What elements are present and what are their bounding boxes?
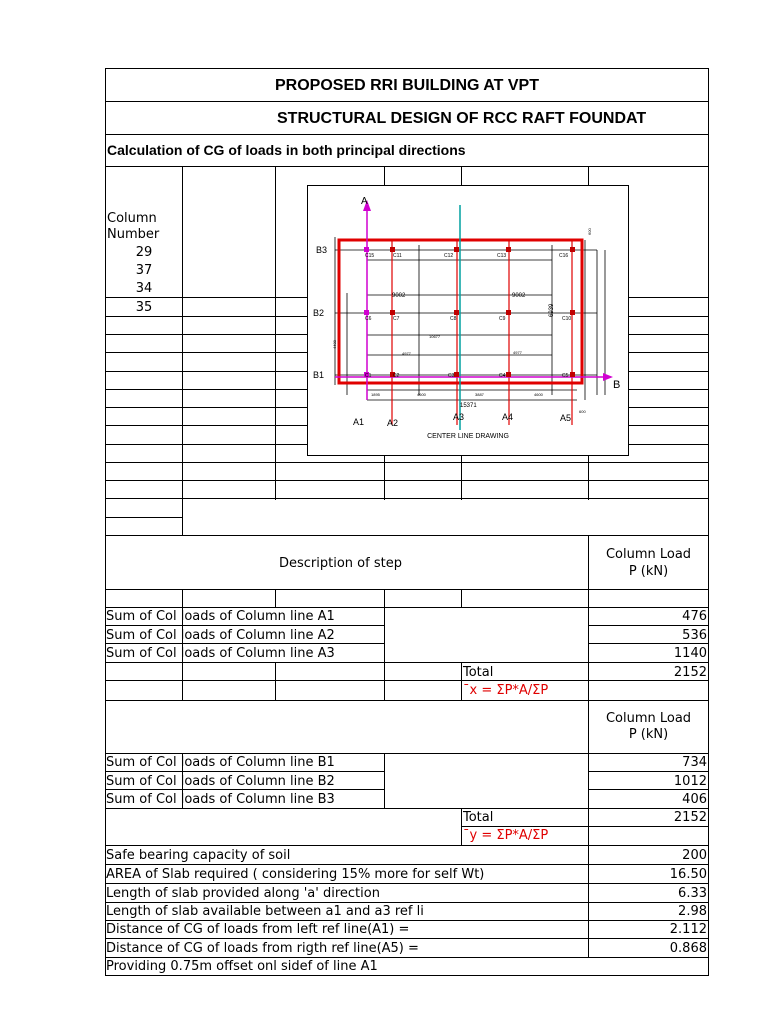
total-label-y: Total xyxy=(463,810,494,825)
load-header-x-1: Column Load xyxy=(605,547,692,562)
svg-text:C7: C7 xyxy=(393,316,400,322)
svg-text:3887: 3887 xyxy=(475,392,484,397)
svg-text:A3: A3 xyxy=(453,412,465,422)
svg-text:C1: C1 xyxy=(365,373,372,379)
drawing-caption: CENTER LINE DRAWING xyxy=(427,433,509,440)
formula-x: ¯x = ΣP*A/ΣP xyxy=(463,683,549,698)
summary-label: Distance of CG of loads from left ref line(A1) = xyxy=(106,922,410,937)
svg-text:4977: 4977 xyxy=(513,350,522,355)
svg-text:10677: 10677 xyxy=(429,334,441,339)
formula-y: ¯y = ΣP*A/ΣP xyxy=(463,828,549,843)
svg-text:4600: 4600 xyxy=(534,392,543,397)
summary-label: Safe bearing capacity of soil xyxy=(106,848,291,863)
row-label: Sum of Col loads of Column line B1 xyxy=(106,755,335,770)
summary-value: 2.98 xyxy=(678,904,707,919)
row-label: Sum of Col loads of Column line B2 xyxy=(106,774,335,789)
document-subtitle: STRUCTURAL DESIGN OF RCC RAFT FOUNDAT xyxy=(277,110,647,127)
svg-text:C5: C5 xyxy=(562,373,569,379)
document-title: PROPOSED RRI BUILDING AT VPT xyxy=(274,77,539,94)
svg-text:C3: C3 xyxy=(448,373,455,379)
total-label-x: Total xyxy=(463,665,494,680)
total-value-y: 2152 xyxy=(673,810,707,825)
svg-text:4400: 4400 xyxy=(332,340,337,349)
row-label: Sum of Col loads of Column line A3 xyxy=(106,646,335,661)
svg-text:A5: A5 xyxy=(560,413,572,423)
svg-text:C4: C4 xyxy=(499,373,506,379)
svg-text:9002: 9002 xyxy=(512,293,526,299)
row-value: 1012 xyxy=(673,774,707,789)
section-heading: Calculation of CG of loads in both principal directions xyxy=(107,142,466,158)
row-label: Sum of Col loads of Column line B3 xyxy=(106,792,335,807)
row-value: 476 xyxy=(682,609,707,624)
row-value: 734 xyxy=(682,755,707,770)
svg-text:B2: B2 xyxy=(313,308,325,318)
row-value: 1140 xyxy=(673,646,707,661)
svg-text:A1: A1 xyxy=(353,417,365,427)
column-number-cell: 34 xyxy=(135,281,153,296)
svg-text:C16: C16 xyxy=(559,253,569,259)
load-header-y-1: Column Load xyxy=(605,711,692,726)
svg-text:6939: 6939 xyxy=(549,303,555,317)
svg-text:600: 600 xyxy=(579,409,586,414)
svg-text:C8: C8 xyxy=(450,316,457,322)
center-line-drawing xyxy=(307,185,629,456)
column-number-cell: 29 xyxy=(135,245,153,260)
svg-text:C11: C11 xyxy=(393,253,402,259)
description-header: Description of step xyxy=(279,556,402,571)
svg-text:C10: C10 xyxy=(562,316,572,322)
load-header-x-2: P (kN) xyxy=(628,564,669,579)
svg-text:4600: 4600 xyxy=(417,392,426,397)
row-label: Sum of Col loads of Column line A2 xyxy=(106,628,335,643)
load-header-y-2: P (kN) xyxy=(628,727,669,742)
total-value-x: 2152 xyxy=(673,665,707,680)
svg-text:C9: C9 xyxy=(499,316,506,322)
summary-label: Distance of CG of loads from rigth ref line(A5) = xyxy=(106,941,419,956)
svg-text:1895: 1895 xyxy=(371,392,380,397)
summary-value: 6.33 xyxy=(678,886,707,901)
svg-text:A4: A4 xyxy=(502,412,514,422)
svg-text:B: B xyxy=(613,379,621,391)
left-border xyxy=(105,68,106,976)
svg-text:C12: C12 xyxy=(444,253,454,259)
svg-text:C2: C2 xyxy=(393,373,400,379)
summary-label: Length of slab available between a1 and a3 ref li xyxy=(106,904,424,919)
summary-value: 200 xyxy=(682,848,707,863)
summary-label: AREA of Slab required ( considering 15% more for self Wt) xyxy=(106,867,485,882)
column-number-cell: 35 xyxy=(135,300,153,315)
svg-text:C6: C6 xyxy=(365,316,372,322)
right-border xyxy=(708,68,709,976)
svg-text:9002: 9002 xyxy=(392,293,406,299)
svg-text:600: 600 xyxy=(587,228,592,235)
svg-text:B3: B3 xyxy=(316,245,328,255)
column-number-cell: 37 xyxy=(135,263,153,278)
summary-value: 16.50 xyxy=(669,867,707,882)
svg-text:A: A xyxy=(361,196,368,207)
svg-text:4977: 4977 xyxy=(402,351,411,356)
row-label: Sum of Col loads of Column line A1 xyxy=(106,609,335,624)
summary-label: Length of slab provided along 'a' direction xyxy=(106,886,380,901)
summary-value: 2.112 xyxy=(669,922,707,937)
column-number-label-1: Column xyxy=(107,211,157,226)
svg-text:15371: 15371 xyxy=(460,403,477,409)
column-number-label-2: Number xyxy=(107,227,160,242)
svg-text:B1: B1 xyxy=(313,370,325,380)
row-value: 406 xyxy=(682,792,707,807)
summary-value: 0.868 xyxy=(669,941,707,956)
svg-text:C13: C13 xyxy=(497,253,507,259)
svg-text:A2: A2 xyxy=(387,418,399,428)
summary-label: Providing 0.75m offset onl sidef of line A1 xyxy=(106,959,378,974)
svg-text:C15: C15 xyxy=(365,253,375,259)
row-value: 536 xyxy=(682,628,707,643)
